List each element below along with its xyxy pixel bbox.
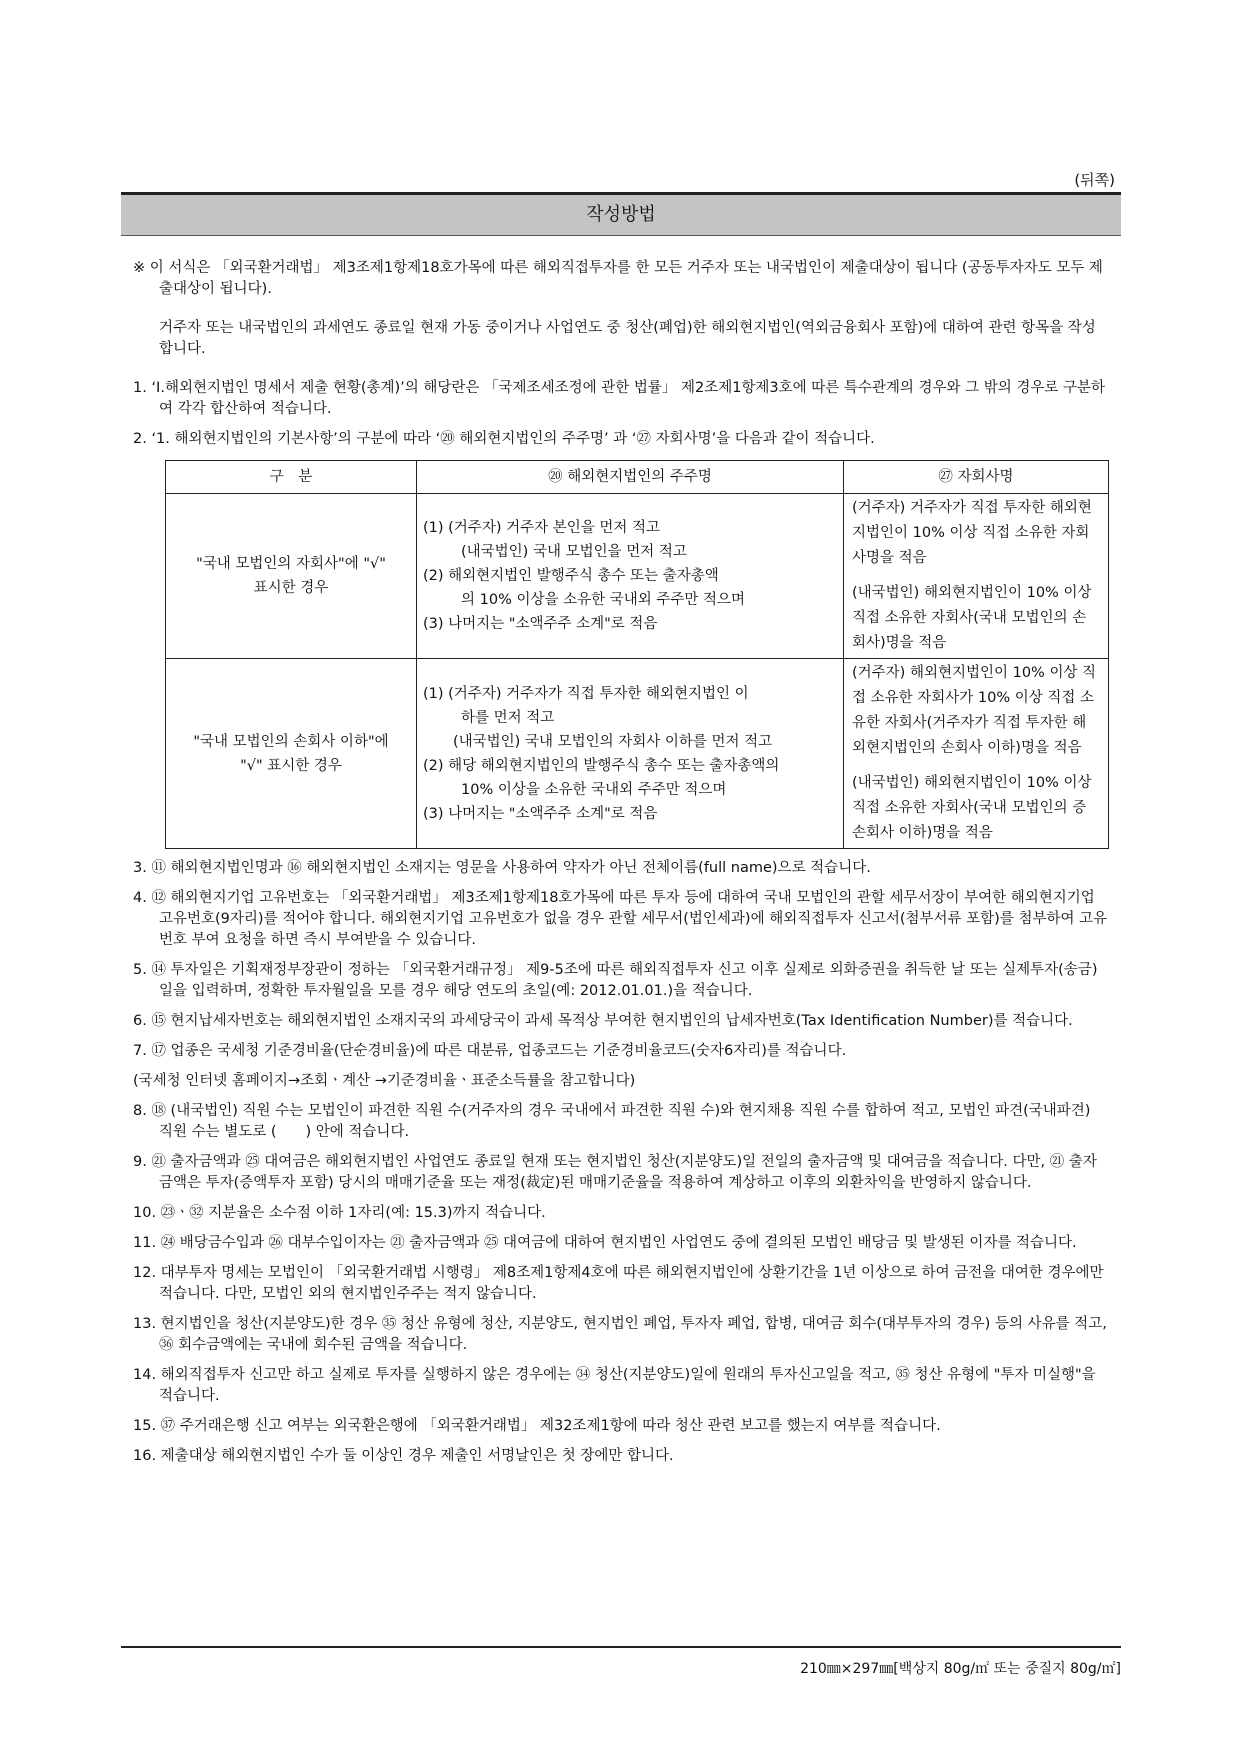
table-row [166,659,1109,849]
row2-s3: (3) 나머지는 "소액주주 소계"로 적음 [423,805,658,822]
row2-sub-b: (내국법인) 해외현지법인이 10% 이상 직접 소유한 자회사(국내 모법인의 증손회사 이하)명을 적음 [852,775,1092,841]
intro-sub: 거주자 또는 내국법인의 과세연도 종료일 현재 가동 중이거나 사업연도 중 청산(폐업)한 해외현지법인(역외금융회사 포함)에 대하여 관련 항목을 작성합니다. [159,320,1096,357]
row1-shareholders [417,494,844,659]
row1-category [166,494,417,659]
row2-s1b: 하를 먼저 적고 [461,709,555,726]
table-header-row [166,461,1109,494]
row1-subsidiary [844,494,1109,659]
table-row [166,494,1109,659]
row2-shareholders [417,659,844,849]
instruction-item-7: 7. ⑰ 업종은 국세청 기준경비율(단순경비율)에 따른 대분류, 업종코드는 기준경비율코드(숫자6자리)를 적습니다. [133,1043,847,1059]
instruction-item-10: 10. ㉓ㆍ㉜ 지분율은 소수점 이하 1자리(예: 15.3)까지 적습니다. [133,1205,546,1221]
table-header-category: 구 분 [166,461,417,494]
instruction-item-2: 2. ‘1. 해외현지법인의 기본사항’의 구분에 따라 ‘⑳ 해외현지법인의 주주명’ 과 ‘㉗ 자회사명’을 다음과 같이 적습니다. [133,431,875,447]
row2-s1c: (내국법인) 국내 모법인의 자회사 이하를 먼저 적고 [453,733,773,750]
instruction-item-8: 8. ⑱ (내국법인) 직원 수는 모법인이 파견한 직원 수(거주자의 경우 국내에서 파견한 직원 수)와 현지채용 직원 수를 합하여 적고, 모법인 파견(국내파견) 직원 수는 별도로 ( ) 안에 적습니다. [133,1103,1091,1140]
row1-sub-b: (내국법인) 해외현지법인이 10% 이상 직접 소유한 자회사(국내 모법인의 손회사)명을 적음 [852,585,1092,651]
instruction-item-6: 6. ⑮ 현지납세자번호는 해외현지법인 소재지국의 과세당국이 과세 목적상 부여한 현지법인의 납세자번호(Tax Identification Number)를 적습니다. [133,1013,1073,1029]
bottom-divider [121,1646,1121,1648]
row2-s1: (1) (거주자) 거주자가 직접 투자한 해외현지법인 이 [423,685,749,702]
table-header-shareholders: ⑳ 해외현지법인의 주주명 [417,461,844,494]
row1-s3: (3) 나머지는 "소액주주 소계"로 적음 [423,616,658,632]
instruction-item-12: 12. 대부투자 명세는 모법인이 「외국환거래법 시행령」 제8조제1항제4호에 따른 해외현지법인에 상환기간을 1년 이상으로 하여 금전을 대여한 경우에만 적습니다. 다만, 모법인 외의 현지법인주주는 적지 않습니다. [133,1265,1104,1302]
instruction-item-5: 5. ⑭ 투자일은 기획재정부장관이 정하는 「외국환거래규정」 제9-5조에 따른 해외직접투자 신고 이후 실제로 외화증권을 취득한 날 또는 실제투자(송금)일을 입력하며, 정확한 투자월일을 모를 경우 해당 연도의 초일(예: 2012.01.01.)을 적습니다. [133,962,1098,999]
back-side-label: (뒤쪽) [1074,171,1115,189]
row2-category-text: "국내 모법인의 손회사 이하"에 "√" 표시한 경우 [193,733,389,774]
instructions-body [121,258,1121,1467]
row1-s1: (1) (거주자) 거주자 본인을 먼저 적고 [423,520,660,536]
row1-s2b: 의 10% 이상을 소유한 국내외 주주만 적으며 [461,592,745,608]
row2-subsidiary [844,659,1109,849]
page-title: 작성방법 [121,192,1121,236]
row1-s1b: (내국법인) 국내 모법인을 먼저 적고 [461,544,687,560]
row2-s2b: 10% 이상을 소유한 국내외 주주만 적으며 [461,781,727,798]
shareholder-subsidiary-table [165,460,1109,849]
row1-sub-a: (거주자) 거주자가 직접 투자한 해외현지법인이 10% 이상 직접 소유한 자회사명을 적음 [852,500,1092,566]
row2-category [166,659,417,849]
intro-note: ※ 이 서식은 「외국환거래법」 제3조제1항제18호가목에 따른 해외직접투자를 한 모든 거주자 또는 내국법인이 제출대상이 됩니다 (공동투자자도 모두 제출대상이 됩니다). [133,260,1103,297]
row2-s2: (2) 해당 해외현지법인의 발행주식 총수 또는 출자총액의 [423,757,780,774]
paper-spec: 210㎜×297㎜[백상지 80g/㎡ 또는 중질지 80g/㎡] [800,1661,1121,1677]
table-header-subsidiary: ㉗ 자회사명 [844,461,1109,494]
instruction-item-16: 16. 제출대상 해외현지법인 수가 둘 이상인 경우 제출인 서명날인은 첫 장에만 합니다. [133,1448,674,1464]
row1-s2: (2) 해외현지법인 발행주식 총수 또는 출자총액 [423,568,719,584]
instruction-item-15: 15. ㊲ 주거래은행 신고 여부는 외국환은행에 「외국환거래법」 제32조제1항에 따라 청산 관련 보고를 했는지 여부를 적습니다. [133,1418,941,1434]
instruction-item-13: 13. 현지법인을 청산(지분양도)한 경우 ㉟ 청산 유형에 청산, 지분양도, 현지법인 폐업, 투자자 폐업, 합병, 대여금 회수(대부투자의 경우) 등의 사유를 적고, ㊱ 회수금액에는 국내에 회수된 금액을 적습니다. [133,1316,1107,1353]
row1-category-text: "국내 모법인의 자회사"에 "√" 표시한 경우 [196,556,386,596]
instructions-page [121,168,1121,1467]
instruction-item-4: 4. ⑫ 해외현지기업 고유번호는 「외국환거래법」 제3조제1항제18호가목에 따른 투자 등에 대하여 국내 모법인의 관할 세무서장이 부여한 해외현지기업 고유번호(9자리)를 적어야 합니다. 해외현지기업 고유번호가 없을 경우 관할 세무서(법인세과)에 해외직접투자 신고서(첨부서류 포함)를 첨부하여 고유번호 부여 요청을 하면 즉시 부여받을 수 있습니다. [133,890,1108,948]
instruction-item-7-sub: (국세청 인터넷 홈페이지→조회ㆍ계산 →기준경비율ㆍ표준소득률을 참고합니다) [133,1073,636,1089]
instruction-item-11: 11. ㉔ 배당금수입과 ㉖ 대부수입이자는 ㉑ 출자금액과 ㉕ 대여금에 대하여 현지법인 사업연도 중에 결의된 모법인 배당금 및 발생된 이자를 적습니다. [133,1235,1077,1251]
instruction-item-3: 3. ⑪ 해외현지법인명과 ⑯ 해외현지법인 소재지는 영문을 사용하여 약자가 아닌 전체이름(full name)으로 적습니다. [133,860,871,876]
row2-sub-a: (거주자) 해외현지법인이 10% 이상 직접 소유한 자회사가 10% 이상 직접 소유한 자회사(거주자가 직접 투자한 해외현지법인의 손회사 이하)명을 적음 [852,665,1097,756]
instruction-item-9: 9. ㉑ 출자금액과 ㉕ 대여금은 해외현지법인 사업연도 종료일 현재 또는 현지법인 청산(지분양도)일 전일의 출자금액 및 대여금을 적습니다. 다만, ㉑ 출자금액은 투자(증액투자 포함) 당시의 매매기준율 또는 재정(裁定)된 매매기준율을 적용하여 계상하고 이후의 외환차익을 반영하지 않습니다. [133,1154,1097,1191]
instruction-item-14: 14. 해외직접투자 신고만 하고 실제로 투자를 실행하지 않은 경우에는 ㉞ 청산(지분양도)일에 원래의 투자신고일을 적고, ㉟ 청산 유형에 "투자 미실행"을 적습니다. [133,1367,1096,1404]
instruction-item-1: 1. ‘Ⅰ.해외현지법인 명세서 제출 현황(총계)’의 해당란은 「국제조세조정에 관한 법률」 제2조제1항제3호에 따른 특수관계의 경우와 그 밖의 경우로 구분하여 각각 합산하여 적습니다. [133,380,1106,417]
